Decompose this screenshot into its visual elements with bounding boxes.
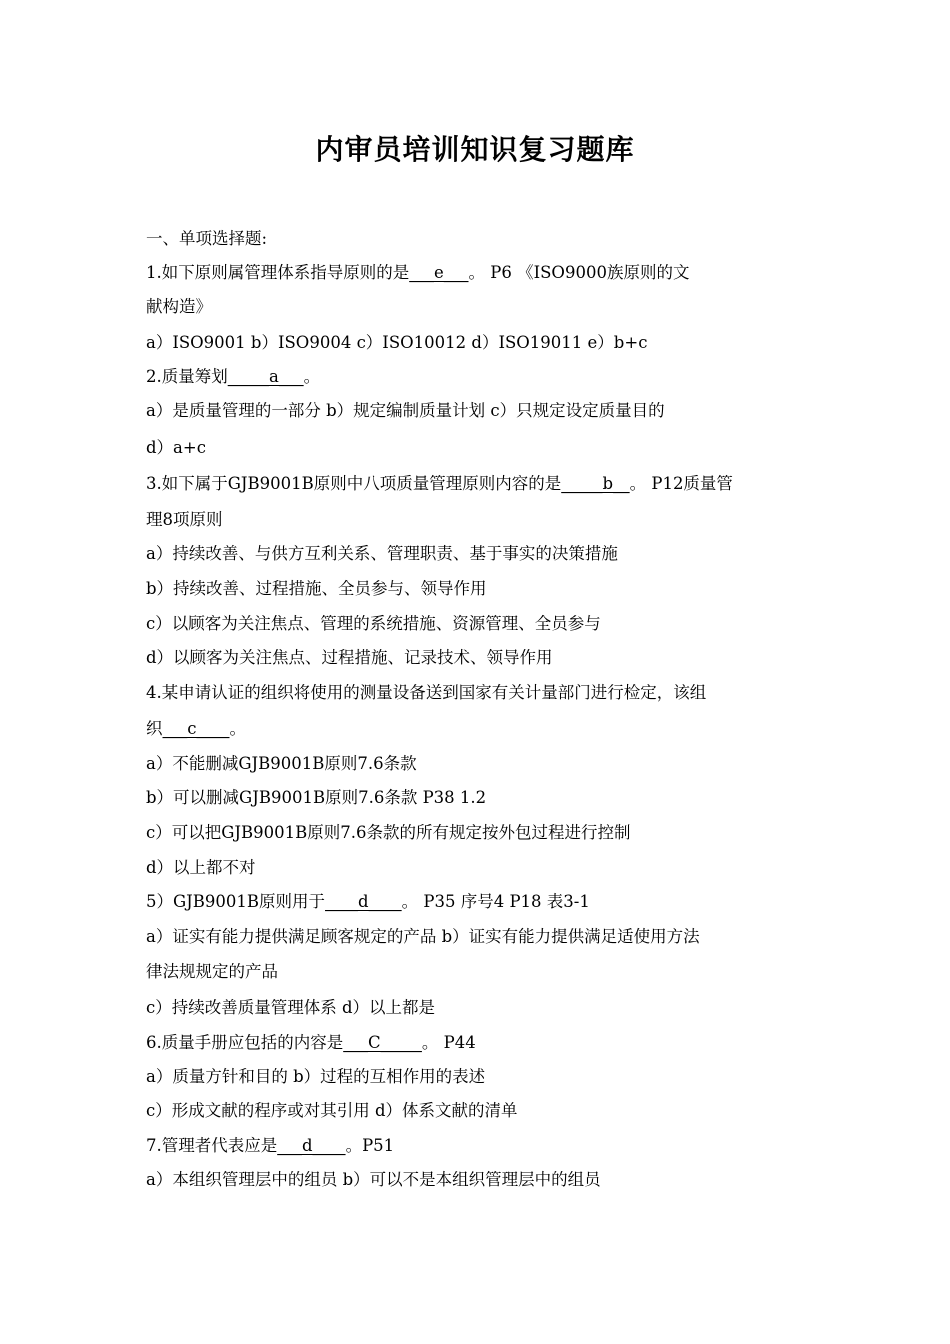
text-segment: c）形成文献的程序或对其引用 d）体系文献的清单 <box>146 1101 518 1120</box>
text-line <box>146 786 816 810</box>
answer-blank: ___e___ <box>409 263 469 282</box>
answer-blank: _____b__ <box>561 474 630 493</box>
text-line <box>146 646 816 670</box>
text-line <box>146 821 816 845</box>
text-segment: a）证实有能力提供满足顾客规定的产品 b）证实有能力提供满足适使用方法 <box>146 927 700 946</box>
answer-blank: ___c____ <box>162 719 230 738</box>
text-segment: 。 P35 序号4 P18 表3-1 <box>401 892 590 911</box>
text-segment: a）ISO9001 b）ISO9004 c）ISO10012 d）ISO19011 e）b+c <box>146 333 648 352</box>
text-segment: 1.如下原则属管理体系指导原则的是 <box>146 263 410 282</box>
text-segment: 。 P44 <box>421 1033 476 1052</box>
text-line <box>146 752 816 776</box>
text-line <box>146 1099 816 1123</box>
text-line <box>146 227 816 251</box>
text-line <box>146 1031 816 1055</box>
text-segment: 。P51 <box>345 1136 395 1155</box>
text-line <box>146 331 816 355</box>
text-segment: c）可以把GJB9001B原则7.6条款的所有规定按外包过程进行控制 <box>146 823 631 842</box>
text-segment: 。 P12质量管 <box>629 474 733 493</box>
text-segment: c）持续改善质量管理体系 d）以上都是 <box>146 998 436 1017</box>
text-line <box>146 1168 816 1192</box>
text-segment: 2.质量筹划 <box>146 367 228 386</box>
text-line <box>146 856 816 880</box>
text-line <box>146 925 816 949</box>
text-segment: a）是质量管理的一部分 b）规定编制质量计划 c）只规定设定质量目的 <box>146 401 665 420</box>
text-segment: 理8项原则 <box>146 510 223 529</box>
text-segment: 。 <box>229 719 246 738</box>
text-line <box>146 365 816 389</box>
text-segment: d）a+c <box>146 438 206 457</box>
text-segment: a）本组织管理层中的组员 b）可以不是本组织管理层中的组员 <box>146 1170 601 1189</box>
answer-blank: ____d____ <box>325 892 402 911</box>
answer-blank: _____a___ <box>227 367 304 386</box>
text-segment: d）以上都不对 <box>146 858 256 877</box>
text-line <box>146 472 816 496</box>
text-line <box>146 295 816 319</box>
text-line <box>146 542 816 566</box>
text-line <box>146 681 816 705</box>
text-segment: d）以顾客为关注焦点、过程措施、记录技术、领导作用 <box>146 648 553 667</box>
text-line <box>146 960 816 984</box>
text-line <box>146 399 816 423</box>
text-segment: 7.管理者代表应是 <box>146 1136 278 1155</box>
text-line <box>146 612 816 636</box>
text-line <box>146 717 816 741</box>
text-segment: 3.如下属于GJB9001B原则中八项质量管理原则内容的是 <box>146 474 562 493</box>
text-segment: a）持续改善、与供方互利关系、管理职责、基于事实的决策措施 <box>146 544 618 563</box>
text-line <box>146 1134 816 1158</box>
text-segment: 4.某申请认证的组织将使用的测量设备送到国家有关计量部门进行检定，该组 <box>146 683 707 702</box>
text-line <box>146 508 816 532</box>
text-line <box>146 996 816 1020</box>
text-segment: c）以顾客为关注焦点、管理的系统措施、资源管理、全员参与 <box>146 614 601 633</box>
text-segment: a）不能删减GJB9001B原则7.6条款 <box>146 754 417 773</box>
text-segment: 6.质量手册应包括的内容是 <box>146 1033 344 1052</box>
text-segment: b）持续改善、过程措施、全员参与、领导作用 <box>146 579 487 598</box>
text-line <box>146 1065 816 1089</box>
text-segment: 一、单项选择题: <box>146 229 268 248</box>
text-segment: 5）GJB9001B原则用于 <box>146 892 326 911</box>
text-line <box>146 436 816 460</box>
answer-blank: ___C_____ <box>343 1033 422 1052</box>
text-segment: 。 <box>303 367 321 386</box>
text-line <box>146 890 816 914</box>
text-segment: b）可以删减GJB9001B原则7.6条款 P38 1.2 <box>146 788 487 807</box>
text-segment: 。 P6 《ISO9000族原则的文 <box>468 263 690 282</box>
text-line <box>146 261 816 285</box>
document-title: 内审员培训知识复习题库 <box>315 133 635 166</box>
text-segment: 献构造》 <box>146 297 212 316</box>
text-line <box>146 577 816 601</box>
text-segment: 律法规规定的产品 <box>146 962 278 981</box>
answer-blank: ___d____ <box>277 1136 346 1155</box>
text-segment: 织 <box>146 719 163 738</box>
text-segment: a）质量方针和目的 b）过程的互相作用的表述 <box>146 1067 486 1086</box>
